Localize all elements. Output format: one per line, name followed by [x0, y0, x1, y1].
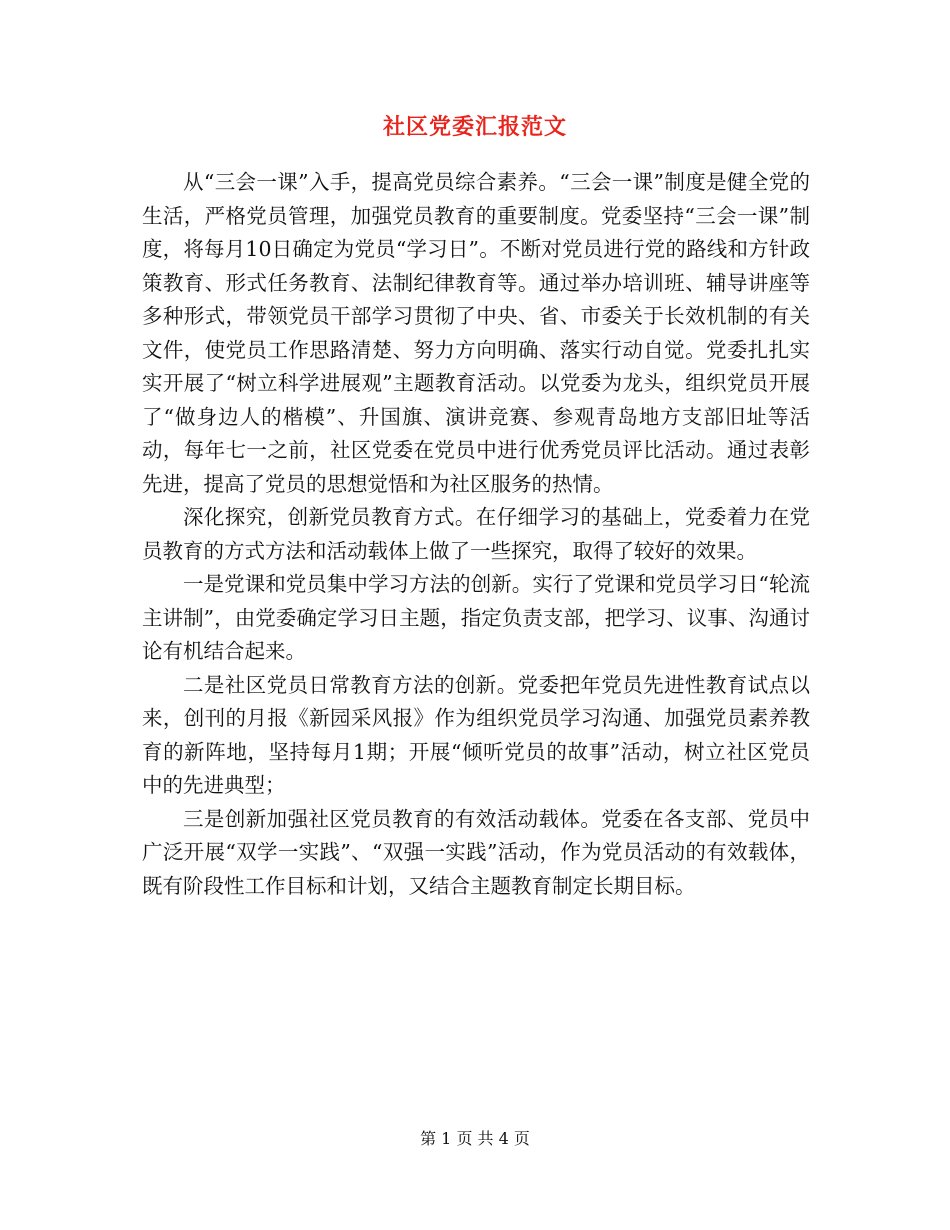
paragraph-2: 深化探究，创新党员教育方式。在仔细学习的基础上，党委着力在党员教育的方式方法和活动载体上做了一些探究，取得了较好的效果。 — [142, 505, 810, 563]
document-title: 社区党委汇报范文 — [382, 114, 567, 140]
paragraph-3: 一是党课和党员集中学习方法的创新。实行了党课和党员学习日“轮流主讲制”，由党委确定学习日主题，指定负责支部，把学习、议事、沟通讨论有机结合起来。 — [142, 572, 810, 663]
document-body — [142, 166, 810, 903]
paragraph-4: 二是社区党员日常教育方法的创新。党委把年党员先进性教育试点以来，创刊的月报《新园采风报》作为组织党员学习沟通、加强党员素养教育的新阵地，坚持每月1期；开展“倾听党员的故事”活动，树立社区党员中的先进典型； — [142, 672, 810, 797]
paragraph-1: 从“三会一课”入手，提高党员综合素养。“三会一课”制度是健全党的生活，严格党员管理，加强党员教育的重要制度。党委坚持“三会一课”制度，将每月10日确定为党员“学习日”。不断对党员进行党的路线和方针政策教育、形式任务教育、法制纪律教育等。通过举办培训班、辅导讲座等多种形式，带领党员干部学习贯彻了中央、省、市委关于长效机制的有关文件，使党员工作思路清楚、努力方向明确、落实行动自觉。党委扎扎实实开展了“树立科学进展观”主题教育活动。以党委为龙头，组织党员开展了“做身边人的楷模”、升国旗、演讲竞赛、参观青岛地方支部旧址等活动，每年七一之前，社区党委在党员中进行优秀党员评比活动。通过表彰先进，提高了党员的思想觉悟和为社区服务的热情。 — [142, 170, 810, 496]
paragraph-5: 三是创新加强社区党员教育的有效活动载体。党委在各支部、党员中广泛开展“双学一实践”、“双强一实践”活动，作为党员活动的有效载体，既有阶段性工作目标和计划，又结合主题教育制定长期目标。 — [142, 806, 810, 898]
page-number-footer: 第 1 页 共 4 页 — [420, 1129, 530, 1148]
